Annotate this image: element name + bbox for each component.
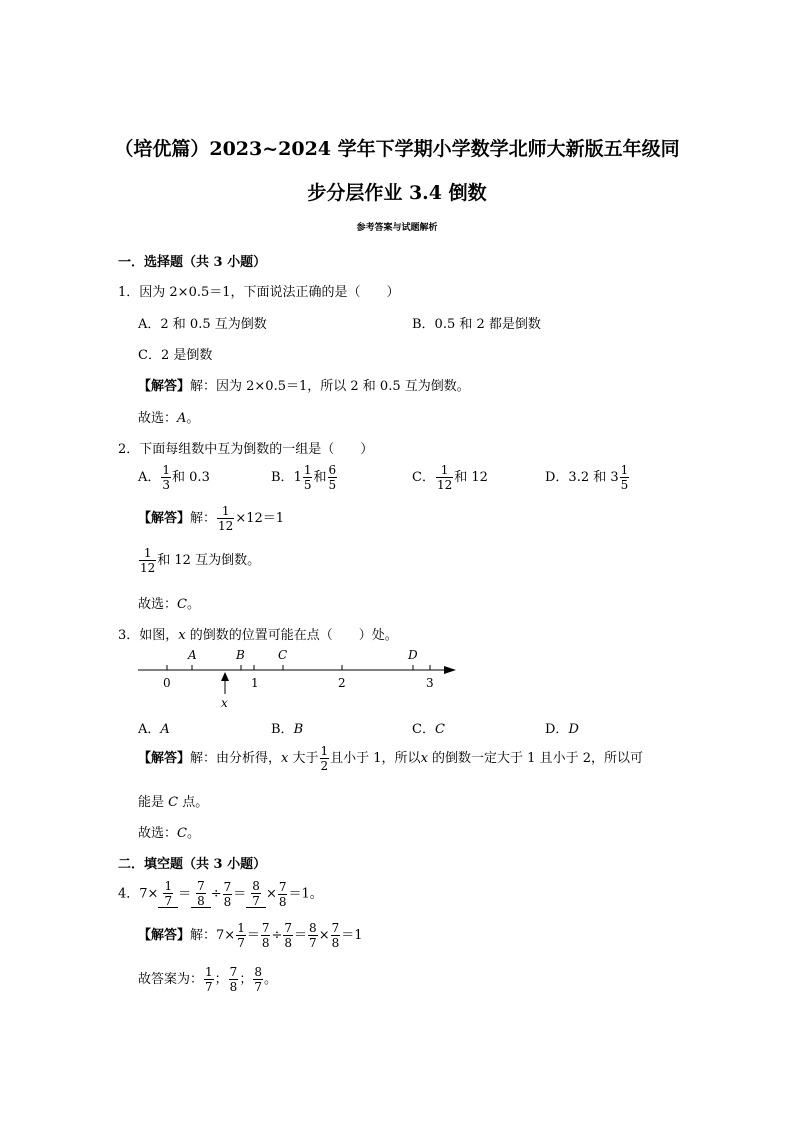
numerator: 1 — [620, 463, 629, 477]
whole-part: 1 — [293, 470, 302, 485]
operator: ＝ — [178, 886, 192, 902]
fraction — [163, 880, 173, 907]
choice-prefix: 故选： — [138, 411, 178, 426]
numerator: 1 — [139, 547, 156, 561]
fraction — [331, 922, 341, 949]
answer-prefix: 解：7× — [190, 928, 236, 943]
fraction — [139, 547, 156, 574]
denominator: 5 — [303, 478, 312, 492]
tick-label-2: 2 — [338, 676, 346, 690]
numerator: 7 — [278, 879, 287, 894]
denominator: 7 — [309, 936, 317, 950]
q3-choice — [138, 822, 200, 841]
answer-tag: 【解答】 — [138, 928, 191, 943]
choice-letter: A — [177, 411, 187, 426]
fraction — [229, 966, 239, 993]
q3-option-b — [271, 718, 303, 737]
q3-answer — [138, 745, 643, 772]
option-tail: 和 0.3 — [172, 470, 210, 485]
numerator: 1 — [237, 921, 245, 935]
denominator: 8 — [331, 936, 340, 950]
denominator: 12 — [436, 478, 453, 492]
numerator: 1 — [162, 463, 171, 477]
choice-end: 。 — [186, 597, 200, 612]
q2-option-b — [271, 464, 338, 491]
fraction — [328, 464, 338, 491]
variable-x: x — [420, 751, 428, 766]
fraction — [196, 880, 206, 907]
option-value: D — [568, 722, 579, 737]
option-tail: 和 12 — [454, 470, 488, 485]
x-arrow-label: x — [221, 696, 228, 710]
option-label: C． — [412, 722, 435, 737]
q2-option-c — [412, 464, 488, 491]
choice-end: 。 — [186, 411, 200, 426]
denominator: 7 — [205, 980, 213, 994]
answer-tag: 【解答】 — [138, 511, 191, 526]
q1-answer — [138, 375, 470, 394]
denominator: 2 — [320, 759, 329, 773]
denominator: 8 — [261, 936, 270, 950]
answer-tag: 【解答】 — [138, 751, 191, 766]
numerator: 1 — [164, 879, 173, 893]
section-fill-heading: 二．填空题（共 3 小题） — [118, 857, 267, 872]
numerator: 8 — [252, 879, 260, 893]
blank-1 — [158, 880, 178, 908]
q1-stem: 1．因为 2×0.5＝1，下面说法正确的是（ ） — [118, 285, 400, 300]
stem-prefix: 4．7× — [118, 886, 159, 902]
q2-option-d — [545, 464, 630, 491]
numerator: 8 — [254, 965, 262, 979]
variable-x: x — [281, 751, 289, 766]
fraction — [236, 922, 246, 949]
fraction — [161, 464, 171, 491]
denominator: 7 — [164, 894, 173, 908]
q2-answer — [138, 505, 284, 532]
denominator: 7 — [237, 936, 245, 950]
q4-final-answer — [138, 966, 277, 993]
denominator: 8 — [229, 980, 238, 994]
numerator: 7 — [331, 921, 340, 935]
fraction — [217, 505, 234, 532]
option-label: D．3.2 和 3 — [545, 470, 619, 485]
tick-label-1: 1 — [251, 676, 259, 690]
denominator: 3 — [162, 478, 171, 492]
answer-point: C — [168, 795, 179, 810]
q1-option-b: B．0.5 和 2 都是倒数 — [412, 317, 541, 332]
numerator: 7 — [261, 921, 270, 935]
answer-equation: ×12＝1 — [235, 511, 285, 526]
answer-tag: 【解答】 — [138, 379, 191, 394]
q1-option-c: C．2 是倒数 — [138, 348, 213, 363]
q4-stem — [118, 880, 323, 908]
option-value: B — [293, 722, 304, 737]
denominator: 8 — [284, 936, 293, 950]
fraction — [620, 464, 630, 491]
denominator: 12 — [140, 561, 156, 575]
option-label: D． — [545, 722, 569, 737]
answer-text: 能是 — [138, 795, 169, 810]
denominator: 7 — [254, 980, 262, 994]
answer-prefix: 解： — [190, 511, 217, 526]
axis-arrowhead — [444, 666, 456, 674]
stem-tail: ＝1。 — [288, 886, 323, 902]
q1-option-a: A．2 和 0.5 互为倒数 — [138, 317, 267, 332]
fraction — [283, 922, 293, 949]
answer-text: 的倒数一定大于 1 且小于 2，所以可 — [427, 751, 643, 766]
operator: ÷ — [210, 886, 222, 902]
numerator: 7 — [223, 879, 232, 894]
option-label: C． — [412, 470, 435, 485]
doc-subtitle: 参考答案与试题解析 — [356, 223, 438, 233]
q4-answer — [138, 922, 363, 949]
choice-prefix: 故选： — [138, 597, 178, 612]
answer-text: 点。 — [178, 795, 209, 810]
final-prefix: 故答案为： — [138, 972, 204, 987]
choice-letter: C — [177, 597, 187, 612]
option-label: B． — [271, 470, 294, 485]
numerator: 7 — [229, 965, 238, 979]
operator: ＝ — [233, 886, 247, 902]
point-label-d: D — [408, 648, 418, 662]
numerator: 1 — [436, 464, 453, 478]
q2-option-a — [138, 464, 210, 491]
q2-choice — [138, 593, 200, 612]
blank-2 — [191, 880, 211, 908]
point-label-a: A — [188, 648, 197, 662]
operator: ÷ — [271, 928, 283, 943]
q2-stem: 2．下面每组数中互为倒数的一组是（ ） — [118, 442, 374, 457]
point-label-b: B — [236, 648, 245, 662]
option-label: A． — [138, 470, 161, 485]
option-label: A． — [138, 722, 161, 737]
stem-suffix: 的倒数的位置可能在点（ ）处。 — [185, 628, 398, 643]
number-line-figure — [130, 642, 470, 712]
operator: × — [265, 886, 277, 902]
separator: ； — [239, 972, 253, 987]
doc-title-line2: 步分层作业 3.4 倒数 — [307, 182, 487, 204]
answer-text: 大于 — [288, 751, 319, 766]
answer-text: 且小于 1，所以 — [330, 751, 421, 766]
point-label-c: C — [278, 648, 288, 662]
variable-x: x — [178, 628, 186, 643]
denominator: 7 — [252, 894, 260, 908]
q3-answer-line2 — [138, 791, 208, 810]
fraction — [204, 966, 214, 993]
fraction — [303, 464, 313, 491]
denominator: 5 — [328, 478, 337, 492]
option-value: A — [160, 722, 170, 737]
numerator: 7 — [284, 921, 293, 935]
numerator: 1 — [320, 744, 329, 758]
denominator: 8 — [197, 894, 205, 908]
q3-option-c — [412, 718, 445, 737]
operator: ＝ — [246, 928, 260, 943]
fraction — [320, 745, 330, 772]
q2-answer-line2 — [138, 547, 260, 574]
option-value: C — [434, 722, 445, 737]
fraction — [278, 881, 288, 908]
blank-3 — [246, 880, 266, 908]
numerator: 1 — [303, 463, 312, 477]
answer-text: 和 12 互为倒数。 — [157, 553, 261, 568]
q1-choice — [138, 407, 199, 426]
answer-text: 解：因为 2×0.5＝1，所以 2 和 0.5 互为倒数。 — [190, 379, 470, 394]
stem-prefix: 3．如图， — [118, 628, 179, 643]
choice-end: 。 — [186, 826, 200, 841]
choice-prefix: 故选： — [138, 826, 178, 841]
choice-letter: C — [177, 826, 187, 841]
denominator: 12 — [218, 519, 234, 533]
fraction — [251, 880, 261, 907]
numerator: 1 — [205, 965, 213, 979]
option-mid: 和 — [313, 470, 327, 485]
x-arrow-head — [221, 672, 229, 681]
section-choice-heading: 一．选择题（共 3 小题） — [118, 255, 267, 270]
answer-tail: ＝1 — [341, 928, 363, 943]
option-label: B． — [271, 722, 294, 737]
operator: × — [318, 928, 330, 943]
fraction — [253, 966, 263, 993]
denominator: 5 — [620, 478, 629, 492]
numerator: 7 — [197, 879, 205, 893]
tick-label-3: 3 — [426, 676, 434, 690]
tick-label-0: 0 — [163, 676, 171, 690]
q3-option-d — [545, 718, 579, 737]
fraction — [223, 881, 233, 908]
doc-title-line1: （培优篇）2023~2024 学年下学期小学数学北师大新版五年级同 — [114, 138, 680, 160]
separator: ； — [214, 972, 228, 987]
numerator: 1 — [217, 505, 234, 519]
numerator: 6 — [328, 463, 337, 477]
q3-option-a — [138, 718, 170, 737]
final-end: 。 — [263, 972, 277, 987]
fraction — [261, 922, 271, 949]
answer-text: 解：由分析得， — [190, 751, 282, 766]
operator: ＝ — [294, 928, 308, 943]
numerator: 8 — [309, 921, 317, 935]
denominator: 8 — [278, 894, 287, 909]
denominator: 8 — [223, 894, 232, 909]
q3-stem — [118, 624, 398, 643]
fraction — [436, 464, 453, 491]
fraction — [308, 922, 318, 949]
